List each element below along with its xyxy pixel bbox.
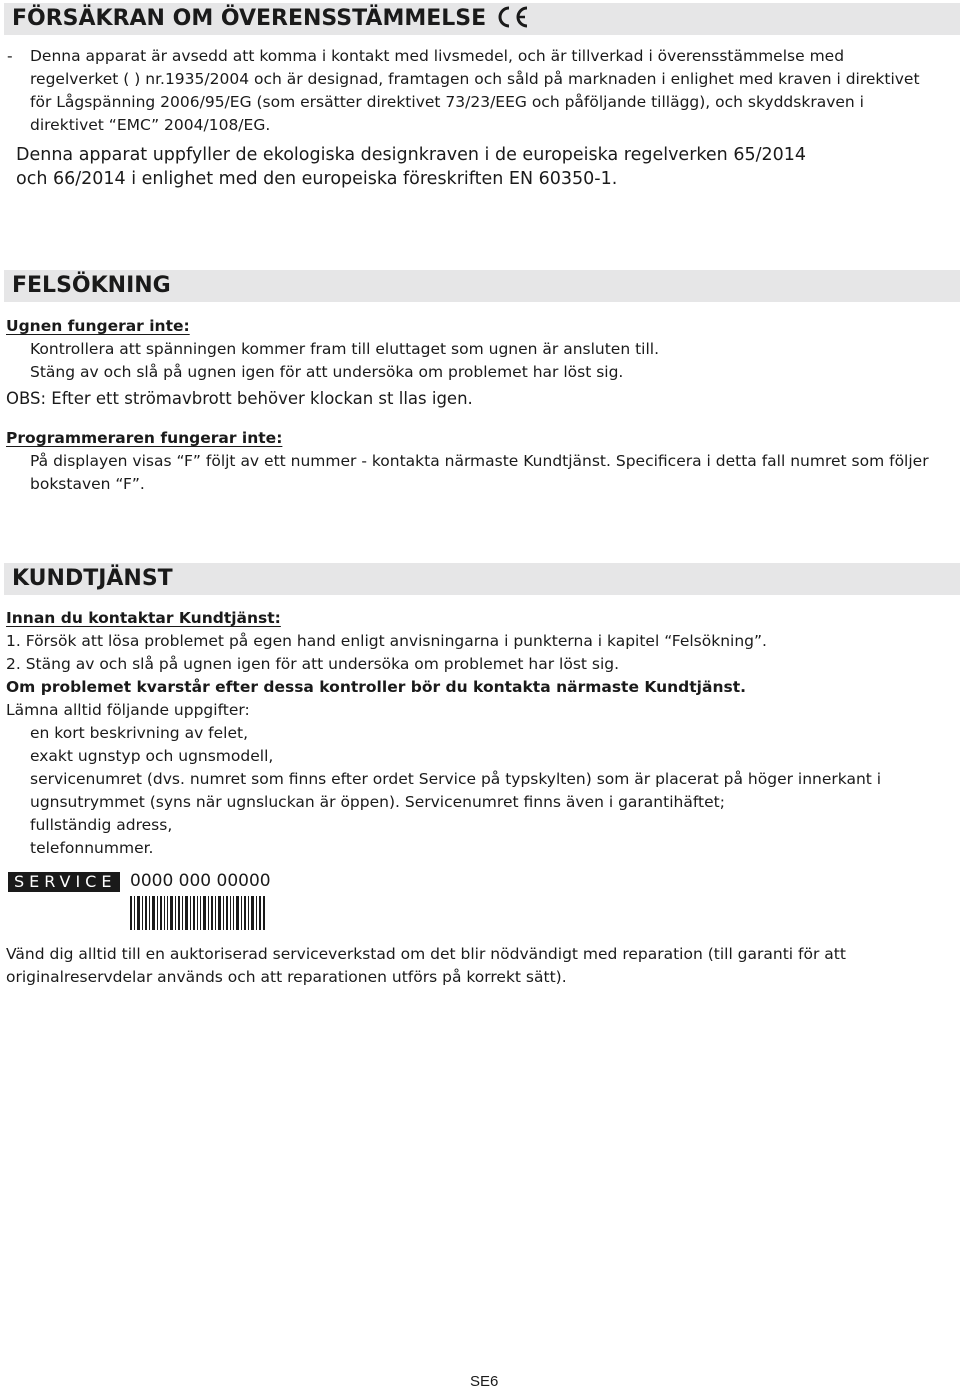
declaration-line-3: för Lågspänning 2006/95/EG (som ersätter direktivet 73/23/EEG och påföljande tillägg), och skyddskraven i [30,93,864,111]
section-title-text: FÖRSÄKRAN OM ÖVERENSSTÄMMELSE [12,6,487,31]
final-note-line-1: Vänd dig alltid till en auktoriserad serviceverkstad om det blir nödvändigt med reparation (till garanti för att [6,945,846,963]
step-1: 1. Försök att lösa problemet på egen hand enligt anvisningarna i punkterna i kapitel “Felsökning”. [6,632,767,650]
barcode-icon [130,896,266,930]
declaration-line-4: direktivet “EMC” 2004/108/EG. [30,116,271,134]
eco-design-line-1: Denna apparat uppfyller de ekologiska designkraven i de europeiska regelverken 65/2014 [16,145,807,165]
section-header-troubleshooting [4,270,960,302]
programmer-line-1: På displayen visas “F” följt av ett nummer - kontakta närmaste Kundtjänst. Specificera i detta fall numret som följer [30,452,929,470]
info-item: telefonnummer. [30,839,154,857]
section-title-troubleshooting: FELSÖKNING [12,273,171,298]
contact-instruction: Om problemet kvarstår efter dessa kontroller bör du kontakta närmaste Kundtjänst. [6,678,747,696]
subheading-programmer-not-working: Programmeraren fungerar inte: [6,429,283,447]
info-item: ugnsutrymmet (syns när ugnsluckan är öppen). Servicenumret finns även i garantihäftet; [30,793,725,811]
eco-design-line-2: och 66/2014 i enlighet med den europeiska föreskriften EN 60350-1. [16,169,618,189]
declaration-line-1: Denna apparat är avsedd att komma i kontakt med livsmedel, och är tillverkad i överensstämmelse med [30,47,845,65]
section-header-declaration [4,3,960,35]
oven-check-line-2: Stäng av och slå på ugnen igen för att undersöka om problemet har löst sig. [30,363,624,381]
programmer-line-2: bokstaven “F”. [30,475,145,493]
service-number: 0000 000 00000 [130,871,271,891]
oven-check-line-1: Kontrollera att spänningen kommer fram till eluttaget som ugnen är ansluten till. [30,340,660,358]
info-item: exakt ugnstyp och ugnsmodell, [30,747,274,765]
step-2: 2. Stäng av och slå på ugnen igen för att undersöka om problemet har löst sig. [6,655,620,673]
info-intro: Lämna alltid följande uppgifter: [6,701,250,719]
service-label: SERVICE [8,872,120,892]
ce-mark-icon [494,5,532,29]
final-note-line-2: originalreservdelar används och att reparationen utförs på korrekt sätt). [6,968,567,986]
info-item: en kort beskrivning av felet, [30,724,249,742]
declaration-line-2: regelverket ( ) nr.1935/2004 och är designad, framtagen och såld på marknaden i enlighet med kraven i direktivet [30,70,920,88]
info-item: fullständig adress, [30,816,173,834]
declaration-bullet: - [7,47,13,65]
info-item: servicenumret (dvs. numret som finns efter ordet Service på typskylten) som är placerat på höger innerkant i [30,770,882,788]
obs-note: OBS: Efter ett strömavbrott behöver klockan st llas igen. [6,389,473,408]
page-number: SE6 [470,1373,499,1390]
section-title-declaration [12,4,532,34]
section-header-customer-service [4,563,960,595]
subheading-oven-not-working: Ugnen fungerar inte: [6,317,190,335]
section-title-customer-service: KUNDTJÄNST [12,566,173,591]
subheading-before-contact: Innan du kontaktar Kundtjänst: [6,609,281,627]
